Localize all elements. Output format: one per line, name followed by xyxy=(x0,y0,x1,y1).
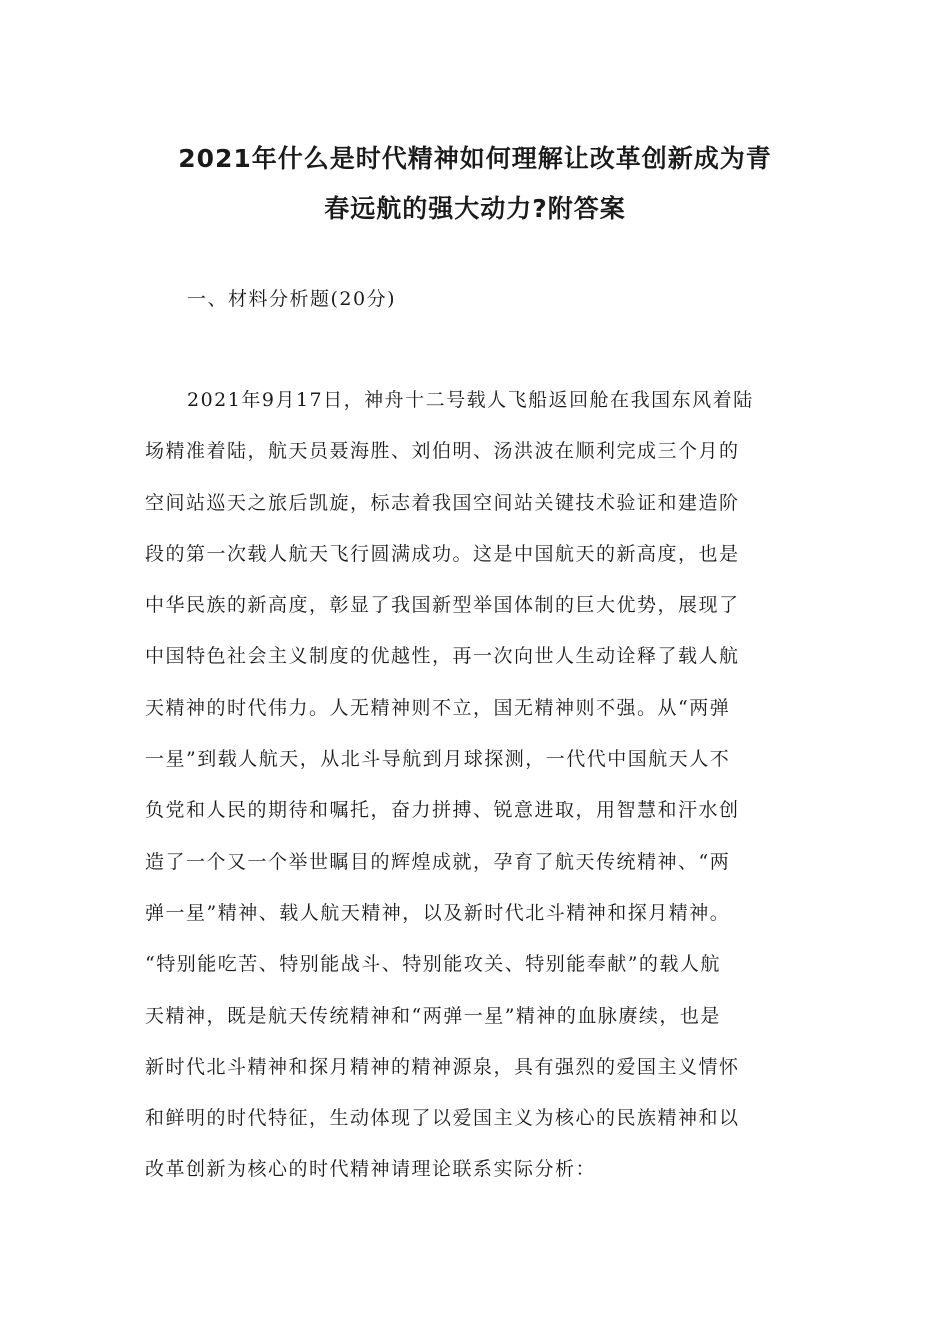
paragraph-line: 场精准着陆，航天员聂海胜、刘伯明、汤洪波在顺利完成三个月的 xyxy=(145,440,740,463)
paragraph-line: 天精神的时代伟力。人无精神则不立，国无精神则不强。从“两弹 xyxy=(145,696,731,719)
paragraph-line: 中华民族的新高度，彰显了我国新型举国体制的巨大优势，展现了 xyxy=(145,594,740,617)
paragraph-line: 一星”到载人航天，从北斗导航到月球探测，一代代中国航天人不 xyxy=(145,748,731,771)
paragraph-line: 和鲜明的时代特征，生动体现了以爱国主义为核心的民族精神和以 xyxy=(145,1107,740,1130)
paragraph-line: 中国特色社会主义制度的优越性，再一次向世人生动诠释了载人航 xyxy=(145,645,740,668)
paragraph-line: 2021年9月17日，神舟十二号载人飞船返回舱在我国东风着陆 xyxy=(187,389,754,411)
paragraph-line: 空间站巡天之旅后凯旋，标志着我国空间站关键技术验证和建造阶 xyxy=(145,491,740,514)
paragraph-line: 段的第一次载人航天飞行圆满成功。这是中国航天的新高度，也是 xyxy=(145,542,740,565)
document-title xyxy=(145,134,805,234)
title-line-2: 春远航的强大动力?附答案 xyxy=(324,194,626,223)
paragraph-line: 天精神，既是航天传统精神和“两弹一星”精神的血脉赓续，也是 xyxy=(145,1004,721,1027)
material-paragraph xyxy=(145,382,810,1203)
paragraph-line: 负党和人民的期待和嘱托，奋力拼搏、锐意进取，用智慧和汗水创 xyxy=(145,799,740,822)
title-line-1: 2021年什么是时代精神如何理解让改革创新成为青 xyxy=(178,144,772,173)
paragraph-line: 弹一星”精神、载人航天精神，以及新时代北斗精神和探月精神。 xyxy=(145,901,731,924)
paragraph-line: 改革创新为核心的时代精神请理论联系实际分析： xyxy=(145,1158,597,1181)
paragraph-line: 造了一个又一个举世瞩目的辉煌成就，孕育了航天传统精神、“两 xyxy=(145,850,731,873)
section-heading: 一、材料分析题(20分) xyxy=(187,288,397,310)
paragraph-line: “特别能吃苦、特别能战斗、特别能攻关、特别能奉献”的载人航 xyxy=(145,953,721,976)
paragraph-line: 新时代北斗精神和探月精神的精神源泉，具有强烈的爱国主义情怀 xyxy=(145,1055,740,1078)
